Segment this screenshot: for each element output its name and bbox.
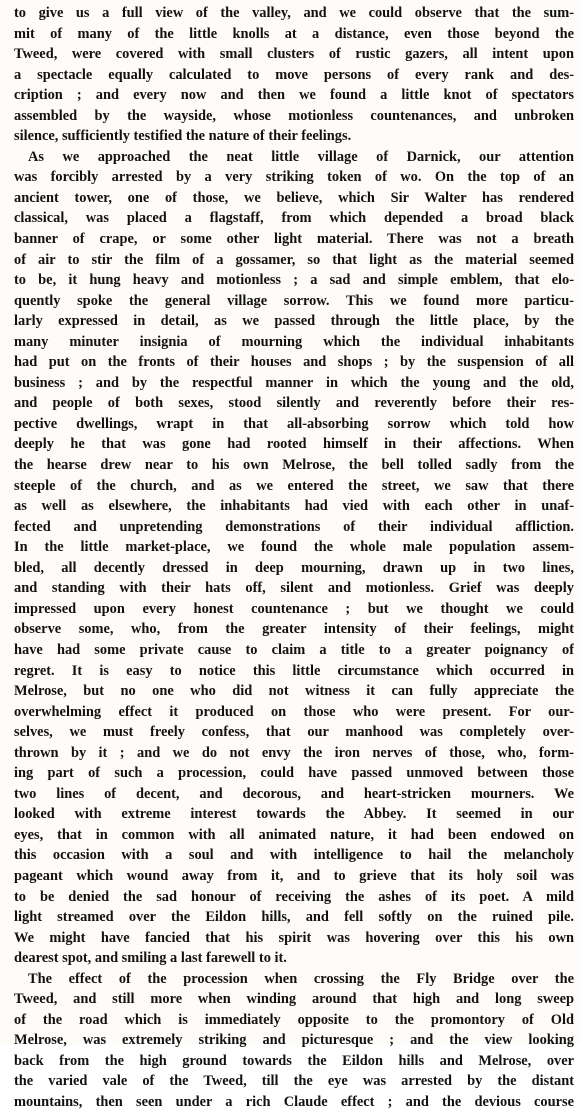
text-line: looked with extreme interest towards the Abbey. It seemed in our	[14, 806, 574, 823]
text-line: to be, it hung heavy and motionless ; a sad and simple emblem, that elo-	[14, 272, 574, 289]
text-line: Melrose, but no one who did not witness it can fully appreciate the	[14, 683, 574, 700]
text-line: had put on the fronts of their houses and shops ; by the suspension of all	[14, 354, 574, 371]
text-line: Tweed, and still more when winding around that high and long sweep	[14, 991, 574, 1008]
text-line: We might have fancied that his spirit was hovering over this his own	[14, 929, 574, 946]
text-line: Tweed, were covered with small clusters of rustic gazers, all intent upon	[14, 46, 574, 63]
text-line: have had some private cause to claim a title to a greater poignancy of	[14, 641, 574, 658]
text-line: silence, sufficiently testified the nature of their feelings.	[14, 128, 352, 145]
text-line: assembled by the wayside, whose motionless countenances, and unbroken	[14, 107, 574, 124]
text-line: bled, all decently dressed in deep mourning, drawn up in two lines,	[14, 559, 574, 576]
text-line: The effect of the procession when crossing the Fly Bridge over the	[28, 970, 574, 987]
text-line: mountains, then seen under a rich Claude effect ; and the devious course	[14, 1093, 574, 1110]
text-line: pective dwellings, wrapt in that all-absorbing sorrow which told how	[14, 415, 574, 432]
text-line: larly expressed in detail, as we passed through the little place, by the	[14, 313, 574, 330]
text-line: back from the high ground towards the Eildon hills and Melrose, over	[14, 1052, 574, 1069]
text-line: a spectacle equally calculated to move persons of every rank and des-	[14, 66, 574, 83]
text-line: pageant which wound away from it, and to grieve that its holy soil was	[14, 867, 574, 884]
text-line: overwhelming effect it produced on those who were present. For our-	[14, 703, 574, 720]
text-line: business ; and by the respectful manner in which the young and the old,	[14, 374, 574, 391]
text-line: many minuter insignia of mourning which the individual inhabitants	[14, 333, 574, 350]
text-line: banner of crape, or some other light material. There was not a breath	[14, 231, 574, 248]
text-line: ing part of such a procession, could have passed unmoved between those	[14, 765, 574, 782]
paragraph	[14, 3, 574, 147]
text-line: was forcibly arrested by a very striking token of wo. On the top of an	[14, 169, 574, 186]
text-line: of the road which is immediately opposite to the promontory of Old	[14, 1011, 574, 1028]
text-line: In the little market-place, we found the whole male population assem-	[14, 539, 574, 556]
text-line: steeple of the church, and as we entered the street, we saw that there	[14, 477, 574, 494]
text-line: the varied vale of the Tweed, till the eye was arrested by the distant	[14, 1073, 574, 1090]
text-line: fected and unpretending demonstrations of their individual affliction.	[14, 518, 574, 535]
text-line: to give us a full view of the valley, and we could observe that the sum-	[14, 5, 574, 21]
text-line: to be denied the sad honour of receiving the ashes of its poet. A mild	[14, 888, 574, 905]
text-line: ancient tower, one of those, we believe, which Sir Walter has rendered	[14, 189, 574, 206]
text-line: the hearse drew near to his own Melrose, the bell tolled sadly from the	[14, 457, 574, 474]
text-line: and standing with their hats off, silent and motionless. Grief was deeply	[14, 580, 574, 597]
text-line: this occasion with a soul and with intelligence to hail the melancholy	[14, 847, 574, 864]
text-line: mit of many of the little knolls at a distance, even those beyond the	[14, 25, 574, 42]
text-line: deeply he that was gone had rooted himself in their affections. When	[14, 436, 574, 453]
text-line: and people of both sexes, stood silently and reverently before their res-	[14, 395, 574, 412]
text-line: light streamed over the Eildon hills, and fell softly on the ruined pile.	[14, 909, 574, 926]
text-line: dearest spot, and smiling a last farewell to it.	[14, 950, 287, 967]
text-line: two lines of decent, and decorous, and heart-stricken mourners. We	[14, 785, 574, 802]
text-line: observe some, who, from the greater intensity of their feelings, might	[14, 621, 574, 638]
text-line: thrown by it ; and we do not envy the iron nerves of those, who, form-	[14, 744, 574, 761]
text-line: eyes, that in common with all animated nature, it had been endowed on	[14, 826, 574, 843]
paragraph	[14, 147, 574, 969]
text-line: classical, was placed a flagstaff, from which depended a broad black	[14, 210, 574, 227]
text-line: of air to stir the film of a gossamer, so that light as the material seemed	[14, 251, 574, 268]
text-line: As we approached the neat little village of Darnick, our attention	[28, 148, 574, 165]
text-line: quently spoke the general village sorrow. This we found more particu-	[14, 292, 574, 309]
text-line: as well as elsewhere, the inhabitants had vied with each other in unaf-	[14, 498, 574, 515]
text-line: Melrose, was extremely striking and picturesque ; and the view looking	[14, 1032, 574, 1049]
text-line: selves, we must freely confess, that our manhood was completely over-	[14, 724, 574, 741]
text-line: regret. It is easy to notice this little circumstance which occurred in	[14, 662, 574, 679]
text-line: impressed upon every honest countenance ; but we thought we could	[14, 600, 574, 617]
paragraph	[14, 969, 574, 1113]
text-line: cription ; and every now and then we found a little knot of spectators	[14, 87, 574, 104]
